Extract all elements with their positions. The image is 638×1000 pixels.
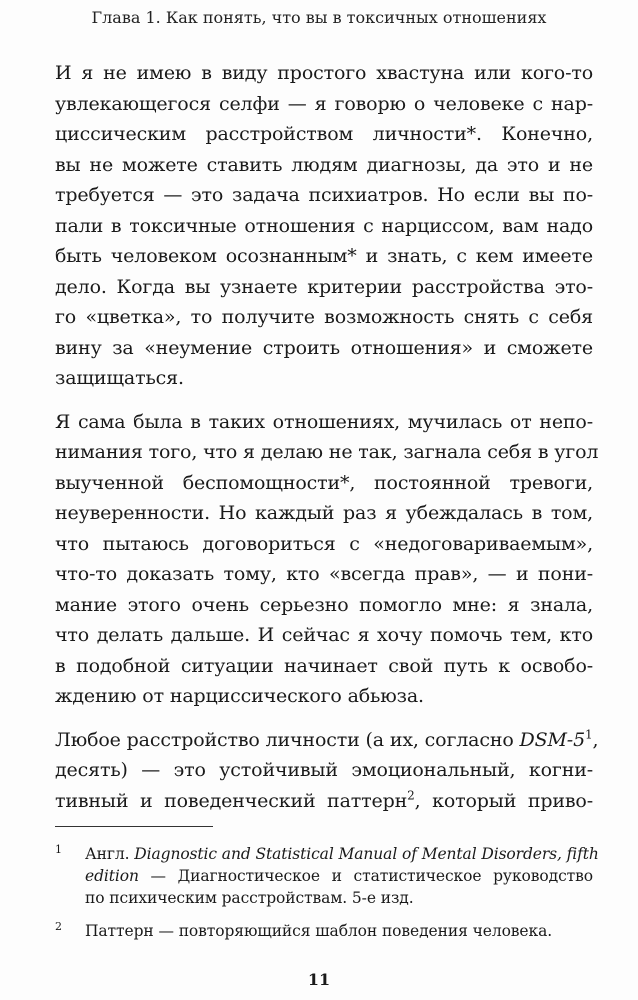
footnote-line bbox=[85, 843, 599, 865]
footnote-line bbox=[85, 865, 593, 887]
text-segment: , который приво- bbox=[414, 789, 593, 812]
text-segment: Англ. bbox=[85, 845, 135, 863]
text-line: циссическим расстройством личности*. Конечно, bbox=[55, 123, 593, 145]
text-line: защищаться. bbox=[55, 367, 184, 389]
text-italic: edition bbox=[85, 867, 139, 885]
text-segment: тивный и поведенческий паттерн bbox=[55, 789, 408, 812]
footnote-number: 2 bbox=[55, 920, 62, 933]
text-line: го «цветка», то получите возможность снять с себя bbox=[55, 306, 593, 328]
footnote-line: Паттерн — повторяющийся шаблон поведения человека. bbox=[85, 922, 553, 940]
dsm-abbreviation: DSM-5 bbox=[519, 728, 586, 751]
main-text bbox=[55, 58, 599, 816]
paragraph-2 bbox=[55, 407, 599, 712]
text-line: дело. Когда вы узнаете критерии расстройства это- bbox=[55, 275, 593, 298]
text-line: И я не имею в виду простого хвастуна или кого-то bbox=[55, 62, 593, 84]
text-line bbox=[55, 725, 599, 756]
footnote-ref-2[interactable]: 2 bbox=[407, 788, 415, 803]
text-line: нимания того, что я делаю не так, загнала себя в угол bbox=[55, 441, 599, 463]
text-line: что-то доказать тому, кто «всегда прав», — и пони- bbox=[55, 563, 593, 585]
text-line: в подобной ситуации начинает свой путь к освобо- bbox=[55, 654, 593, 677]
text-line: что делать дальше. И сейчас я хочу помочь тем, кто bbox=[55, 624, 593, 646]
footnote-number: 1 bbox=[55, 843, 62, 856]
footnote-1 bbox=[55, 843, 599, 909]
text-segment: Любое расстройство личности (а их, согласно bbox=[55, 728, 520, 751]
text-line: ждению от нарциссического абьюза. bbox=[55, 685, 424, 707]
footnote-line: по психическим расстройствам. 5-е изд. bbox=[85, 889, 414, 907]
text-line: мание этого очень серьезно помогло мне: я знала, bbox=[55, 593, 593, 616]
text-line: неуверенности. Но каждый раз я убеждалась в том, bbox=[55, 502, 593, 524]
text-line: что пытаюсь договориться с «недоговариваемым», bbox=[55, 532, 593, 555]
footnotes bbox=[55, 843, 599, 942]
footnote-divider bbox=[55, 826, 213, 827]
text-line: десять) — это устойчивый эмоциональный, когни- bbox=[55, 759, 593, 781]
text-line: выученной беспомощности*, постоянной тревоги, bbox=[55, 471, 593, 494]
text-segment: , bbox=[592, 728, 599, 751]
text-line: вы не можете ставить людям диагнозы, да это и не bbox=[55, 153, 593, 176]
footnote-2 bbox=[55, 920, 593, 942]
running-header: Глава 1. Как понять, что вы в токсичных отношениях bbox=[91, 8, 547, 27]
page-number: 11 bbox=[307, 970, 331, 989]
text-line: увлекающегося селфи — я говорю о человеке с нар- bbox=[55, 92, 593, 115]
paragraph-1 bbox=[55, 58, 593, 394]
text-line: требуется — это задача психиатров. Но если вы по- bbox=[55, 184, 593, 206]
text-line: Я сама была в таких отношениях, мучилась от непо- bbox=[55, 410, 593, 433]
text-line: пали в токсичные отношения с нарциссом, вам надо bbox=[55, 214, 593, 237]
text-segment: — Диагностическое и статистическое руководство bbox=[138, 867, 593, 885]
text-line: вину за «неумение строить отношения» и сможете bbox=[55, 336, 593, 359]
text-italic: Diagnostic and Statistical Manual of Mental Disorders, fifth bbox=[134, 845, 599, 863]
text-line: быть человеком осознанным* и знать, с кем имеете bbox=[55, 245, 593, 267]
paragraph-3 bbox=[55, 725, 599, 817]
text-line bbox=[55, 786, 593, 817]
footnote-ref-1[interactable]: 1 bbox=[585, 727, 593, 742]
